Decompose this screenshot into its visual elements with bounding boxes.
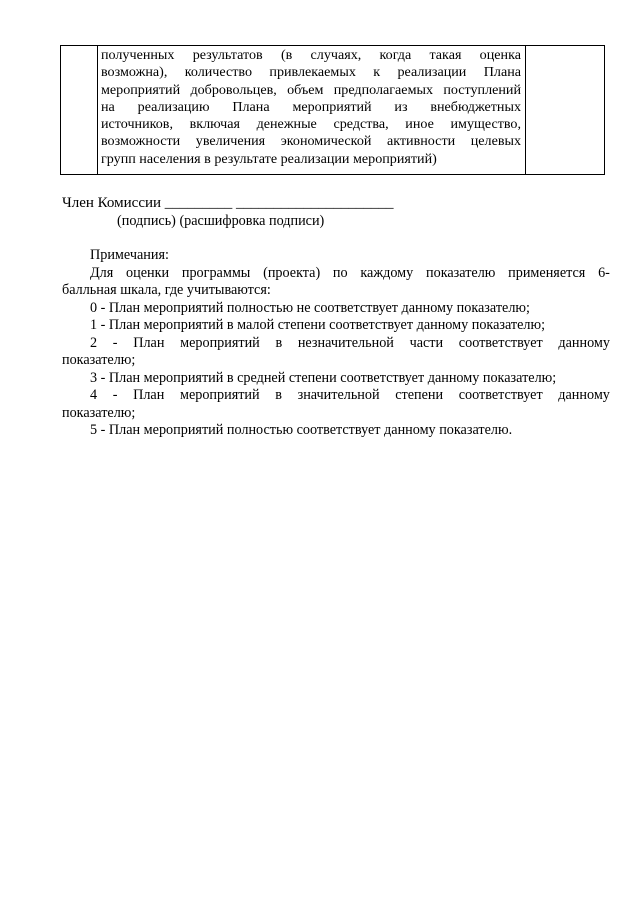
note-item-5: 5 - План мероприятий полностью соответствует данному показателю. bbox=[90, 422, 513, 438]
table-row bbox=[61, 46, 605, 175]
note-item-4-line-2: показателю; bbox=[62, 404, 136, 421]
note-item-0: 0 - План мероприятий полностью не соответствует данному показателю; bbox=[90, 299, 530, 316]
note-item-4-line-1: 4 - План мероприятий в значительной степени соответствует данному bbox=[90, 387, 610, 403]
note-item-2-line-1: 2 - План мероприятий в незначительной части соответствует данному bbox=[90, 334, 610, 351]
signature-line: Член Комиссии _________ _____________________ bbox=[62, 195, 394, 211]
note-item-1: 1 - План мероприятий в малой степени соответствует данному показателю; bbox=[90, 317, 546, 333]
cell-line-6: возможности увеличения экономической активности целевых bbox=[101, 133, 521, 150]
table-cell-criteria-text bbox=[98, 46, 526, 175]
cell-line-5: источников, включая денежные средства, иное имущество, bbox=[101, 116, 521, 133]
notes-section bbox=[62, 247, 610, 440]
criteria-table-fragment bbox=[60, 45, 605, 175]
cell-line-7: групп населения в результате реализации мероприятий) bbox=[101, 150, 437, 167]
notes-heading: Примечания: bbox=[90, 247, 169, 263]
note-item-2-line-2: показателю; bbox=[62, 352, 136, 368]
notes-intro-line-1: Для оценки программы (проекта) по каждому показателю применяется 6- bbox=[90, 264, 610, 281]
table-cell-score bbox=[526, 46, 605, 175]
cell-line-3: мероприятий добровольцев, объем предполагаемых поступлений bbox=[101, 81, 521, 98]
cell-line-4: на реализацию Плана мероприятий из внебюджетных bbox=[101, 98, 521, 115]
cell-line-2: возможна), количество привлекаемых к реализации Плана bbox=[101, 64, 521, 81]
note-item-3: 3 - План мероприятий в средней степени соответствует данному показателю; bbox=[90, 369, 557, 386]
notes-intro-line-2: балльная шкала, где учитываются: bbox=[62, 282, 271, 298]
cell-line-1: полученных результатов (в случаях, когда такая оценка bbox=[101, 47, 521, 63]
table-cell-number bbox=[61, 46, 98, 175]
signature-caption: (подпись) (расшифровка подписи) bbox=[117, 213, 325, 229]
